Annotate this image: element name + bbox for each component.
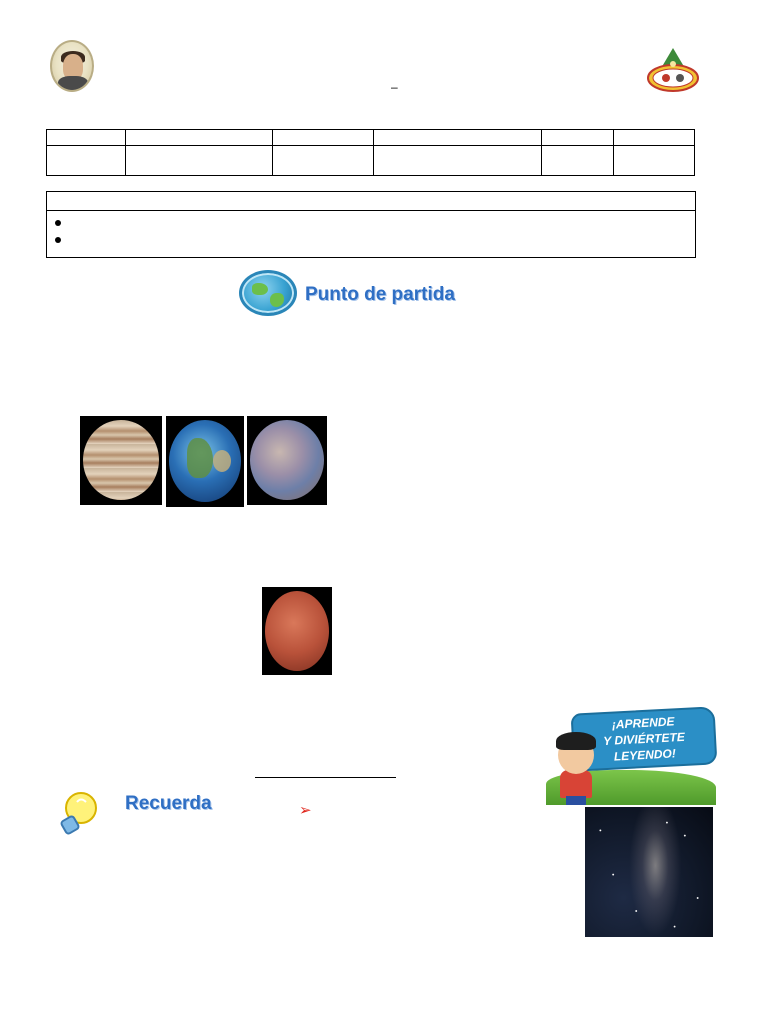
banner-line: Y DIVIÉRTETE — [602, 729, 686, 749]
info-cell — [47, 130, 126, 146]
mercury-planet — [250, 420, 324, 500]
objectives-box — [46, 191, 696, 258]
school-logo-right — [646, 46, 700, 94]
underline-rule — [255, 777, 396, 778]
earth-planet — [169, 420, 241, 502]
globe-icon — [239, 270, 297, 316]
section-title-start: Punto de partida — [305, 284, 455, 305]
info-cell — [614, 146, 695, 176]
bullet-icon — [55, 237, 61, 243]
kid-body — [560, 770, 592, 798]
section-title-remember: Recuerda — [125, 793, 212, 814]
list-item — [55, 231, 695, 248]
logo-sun — [670, 61, 676, 67]
info-table-row — [47, 146, 695, 176]
kid-legs — [566, 796, 586, 805]
arrow-bullet-icon: ➢ — [299, 802, 312, 819]
banner-line: LEYENDO! — [613, 746, 677, 764]
bullet-icon — [55, 220, 61, 226]
jupiter-image — [80, 416, 162, 505]
info-cell — [47, 146, 126, 176]
read-and-learn-banner — [546, 710, 716, 805]
logo-dot-right — [676, 74, 684, 82]
mars-planet — [265, 591, 329, 671]
globe-land — [252, 283, 268, 295]
logo-inner — [653, 69, 693, 87]
milky-way-image — [585, 807, 713, 937]
mercury-image — [247, 416, 327, 505]
banner-line: ¡APRENDE — [611, 714, 675, 732]
mars-image — [262, 587, 332, 675]
info-table-row — [47, 130, 695, 146]
info-cell — [125, 146, 272, 176]
info-cell — [125, 130, 272, 146]
logo-dot-left — [662, 74, 670, 82]
kid-hair — [556, 732, 596, 750]
info-cell — [272, 146, 374, 176]
portrait-coat — [58, 76, 88, 92]
info-table — [46, 129, 695, 176]
jupiter-planet — [83, 420, 159, 500]
info-cell — [374, 130, 542, 146]
earth-image — [166, 416, 244, 507]
objectives-list — [47, 211, 695, 248]
list-item — [55, 214, 695, 231]
info-cell — [272, 130, 374, 146]
school-logo-left — [50, 40, 94, 92]
lightbulb-icon — [55, 788, 103, 838]
info-cell — [374, 146, 542, 176]
info-cell — [542, 146, 614, 176]
header-dash: – — [391, 80, 398, 94]
globe-land — [270, 293, 284, 307]
info-cell — [614, 130, 695, 146]
info-cell — [542, 130, 614, 146]
objectives-heading — [47, 192, 695, 211]
